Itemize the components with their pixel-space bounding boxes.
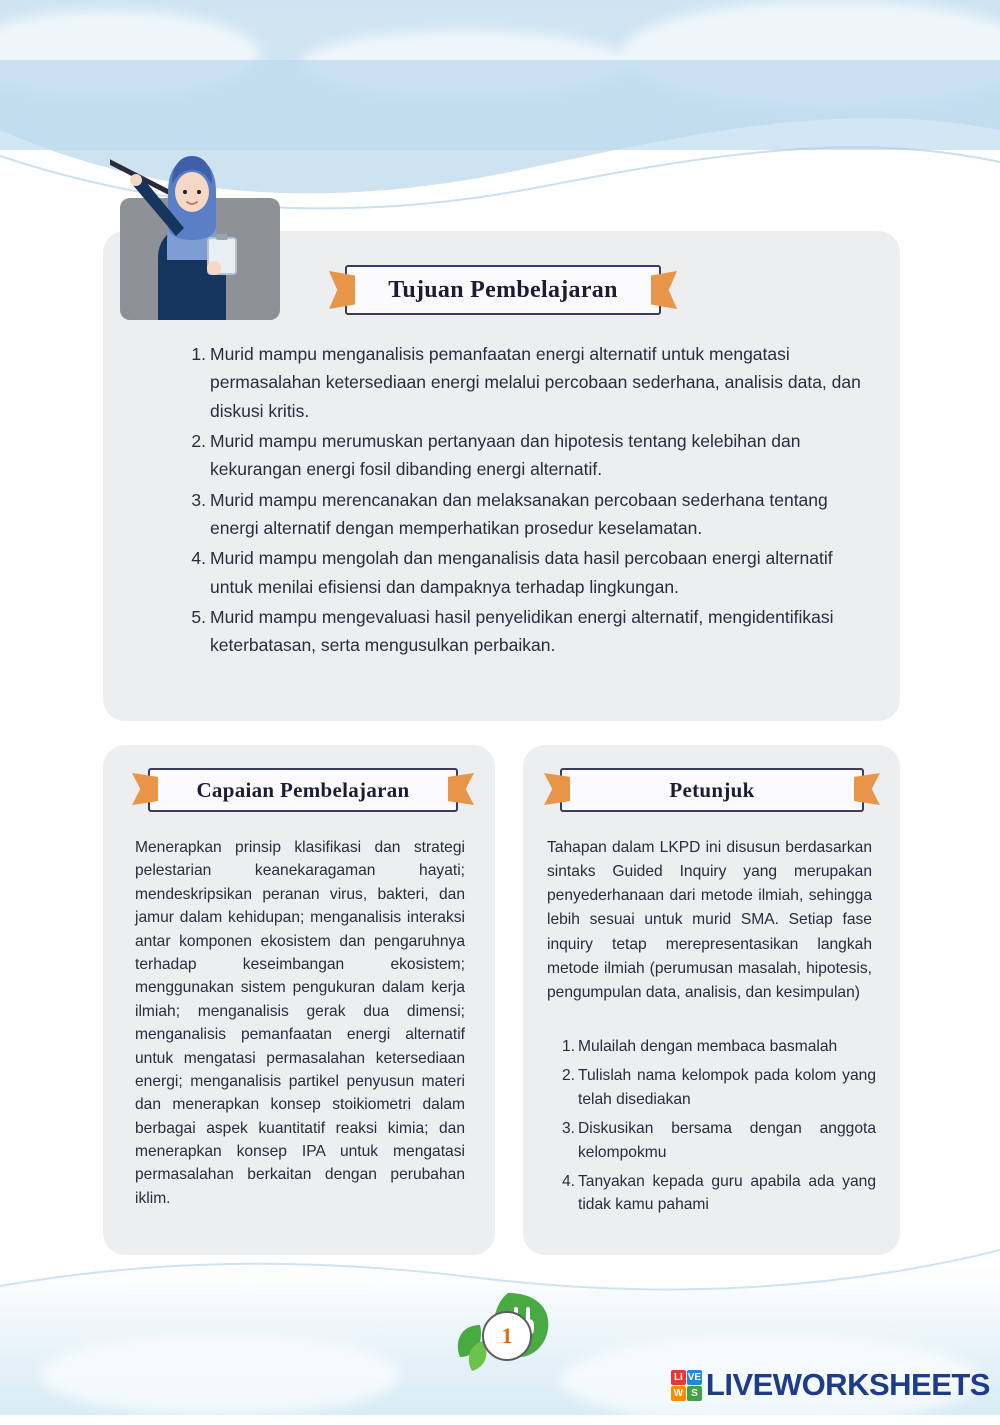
logo-tile-ve: VE xyxy=(687,1371,702,1383)
logo-tile-s: S xyxy=(687,1386,702,1401)
logo-tile-li: LI xyxy=(671,1370,686,1385)
petunjuk-intro-text: Tahapan dalam LKPD ini disusun berdasarkan sintaks Guided Inquiry yang merupakan penyederhanaan dari metode ilmiah, sehingga lebih sesuai untuk murid SMA. Setiap fase inquiry tetap merepresentasikan langkah metode ilmiah (perumusan masalah, hipotesis, pengumpulan data, analisis, dan kesimpulan) xyxy=(547,839,872,1001)
list-item-number: 3. xyxy=(561,1120,575,1138)
list-item-number: 2. xyxy=(191,431,206,452)
list-item-text: Murid mampu merencanakan dan melaksanakan percobaan sederhana tentang energi alternatif dengan memperhatikan prosedur keselamatan. xyxy=(210,489,828,539)
list-item-number: 2. xyxy=(561,1067,575,1085)
page-number-badge xyxy=(450,1285,560,1380)
list-item-text: Mulailah dengan membaca basmalah xyxy=(578,1038,838,1055)
list-item-number: 1. xyxy=(561,1038,575,1055)
tujuan-objective-list xyxy=(178,340,868,662)
list-item-number: 4. xyxy=(191,548,206,569)
section-title-capaian-label: Capaian Pembelajaran xyxy=(196,777,410,802)
list-item-text: Tulislah nama kelompok pada kolom yang telah disediakan xyxy=(578,1067,876,1108)
list-item xyxy=(178,603,868,660)
list-item-text: Murid mampu mengevaluasi hasil penyelidikan energi alternatif, mengidentifikasi keterbatasan, serta mengusulkan perbaikan. xyxy=(210,607,834,656)
list-item xyxy=(551,1064,876,1111)
list-item xyxy=(551,1035,876,1058)
list-item-text: Murid mampu menganalisis pemanfaatan energi alternatif untuk mengatasi permasalahan ketersediaan energi melalui percobaan sederhana, analisis data, dan diskusi kritis. xyxy=(210,344,861,421)
liveworksheets-mark-icon xyxy=(671,1370,702,1401)
teacher-illustration xyxy=(110,140,285,325)
section-title-petunjuk-label: Petunjuk xyxy=(669,777,755,802)
capaian-body-text: Menerapkan prinsip klasifikasi dan strategi pelestarian keanekaragaman hayati; mendeskripsikan peranan virus, bakteri, dan jamur dalam kehidupan; menganalisis interaksi antar komponen ekosistem dan pengaruhnya terhadap keseimbangan ekosistem; menggunakan sistem pengukuran dalam kerja ilmiah; menganalisis gerak dua dimensi; menganalisis pemanfaatan energi alternatif untuk mengatasi permasalahan ketersediaan energi; menganalisis partikel penyusun materi dan menerapkan konsep stoikiometri dalam berbagai aspek kuantitatif reaksi kimia; dan menerapkan konsep IPA untuk mengatasi permasalahan berkaitan dengan perubahan iklim. xyxy=(135,839,465,1207)
list-item xyxy=(178,340,868,425)
list-item xyxy=(178,544,868,601)
list-item-number: 4. xyxy=(561,1172,575,1190)
logo-tile-w: W xyxy=(671,1386,686,1401)
section-title-tujuan xyxy=(345,265,661,315)
liveworksheets-logo[interactable] xyxy=(671,1367,990,1403)
list-item-number: 1. xyxy=(191,344,206,364)
list-item xyxy=(178,427,868,484)
list-item-number: 3. xyxy=(191,489,206,510)
section-title-petunjuk xyxy=(560,768,864,812)
cloud-decoration xyxy=(40,1335,400,1415)
petunjuk-step-list xyxy=(551,1035,876,1223)
section-title-tujuan-label: Tujuan Pembelajaran xyxy=(388,276,618,303)
list-item-text: Tanyakan kepada guru apabila ada yang tidak kamu pahami xyxy=(578,1172,876,1214)
liveworksheets-wordmark: LIVEWORKSHEETS xyxy=(705,1367,990,1402)
page-number-value: 1 xyxy=(482,1311,532,1361)
list-item xyxy=(551,1170,876,1217)
list-item-text: Murid mampu merumuskan pertanyaan dan hipotesis tentang kelebihan dan kekurangan energi fosil dibanding energi alternatif. xyxy=(210,431,801,480)
list-item-text: Murid mampu mengolah dan menganalisis data hasil percobaan energi alternatif untuk menilai efisiensi dan dampaknya terhadap lingkungan. xyxy=(210,548,833,597)
list-item-text: Diskusikan bersama dengan anggota kelompokmu xyxy=(578,1120,876,1161)
section-title-capaian xyxy=(148,768,458,812)
list-item-number: 5. xyxy=(191,607,206,628)
list-item xyxy=(178,486,868,543)
list-item xyxy=(551,1117,876,1164)
